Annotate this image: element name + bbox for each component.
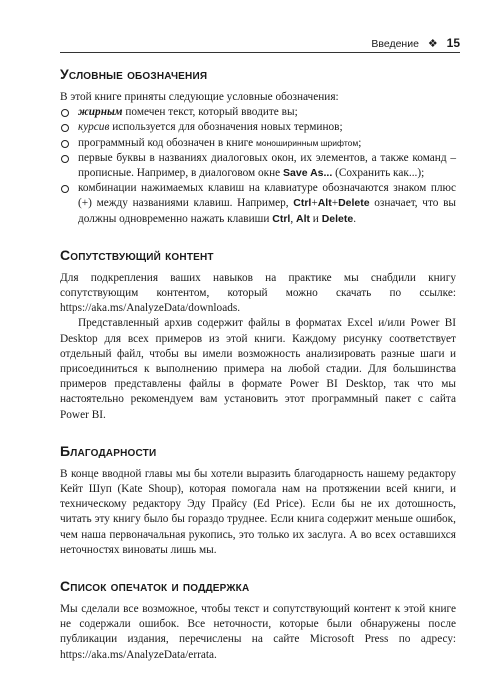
bullet-icon: [61, 124, 69, 132]
running-header: [60, 36, 460, 53]
list-item-text: ;: [358, 136, 362, 149]
list-item-text: ,: [290, 212, 296, 225]
errata-paragraph: Мы сделали все возможное, чтобы текст и сопутствующий контент к этой книге не содержали ошибок. Все неточности, которые были обнаружены после публикации издания, перечислены на сайте Microsoft Press по адресу: https://aka.ms/AnalyzeData/errata.: [60, 603, 456, 661]
diamond-icon: ❖: [427, 38, 438, 50]
section-name: Введение: [371, 38, 419, 50]
list-item-text: помечен текст, который вводите вы;: [122, 106, 298, 119]
bold-example: жирным: [78, 106, 123, 119]
list-item-text: используется для обозначения новых терминов;: [109, 121, 343, 134]
list-item: [60, 136, 456, 151]
thanks-section: [60, 443, 456, 558]
list-item-text: первые буквы в названиях диалоговых окон, их элементов, а также команд – прописные. Например, в диалоговом окне: [78, 151, 456, 180]
list-item-text: (Сохранить как...);: [332, 167, 425, 180]
list-item: [60, 105, 456, 120]
key-alt: Alt: [317, 197, 332, 210]
key-plus: +: [331, 197, 339, 210]
page-content: [60, 66, 456, 663]
key-alt: Alt: [295, 212, 310, 225]
companion-heading: Сопутствующий контент: [60, 246, 214, 263]
key-delete: Delete: [338, 197, 370, 210]
companion-section: [60, 247, 456, 423]
list-item: [60, 120, 456, 135]
conventions-intro: В этой книге приняты следующие условные обозначения:: [60, 91, 339, 103]
key-plus: +: [311, 197, 318, 210]
list-item-text: .: [353, 212, 357, 225]
list-item-text: комбинации нажимаемых клавиш на клавиатуре обозначаются знаком плюс (+) между названиями клавиш. Например,: [78, 182, 456, 210]
errata-heading: Список опечаток и поддержка: [60, 578, 250, 595]
key-ctrl: Ctrl: [272, 212, 291, 225]
conventions-list: [60, 105, 456, 227]
list-item: [60, 181, 456, 227]
conventions-heading: Условные обозначения: [60, 66, 208, 82]
list-item-text: означает, что вы должны одновременно нажать клавиши: [78, 197, 456, 225]
italic-example: курсив: [78, 121, 110, 134]
monospace-example: моноширинным шрифтом: [256, 137, 359, 148]
bullet-icon: [61, 185, 69, 193]
bullet-icon: [61, 109, 69, 117]
key-ctrl: Ctrl: [293, 197, 312, 210]
companion-paragraph-1: Для подкрепления ваших навыков на практике мы снабдили книгу сопутствующим контентом, который можно скачать по ссылке: https://aka.ms/AnalyzeData/downloads.: [60, 271, 456, 315]
bullet-icon: [61, 155, 69, 163]
thanks-paragraph: В конце вводной главы мы бы хотели выразить благодарность нашему редактору Кейт Шуп (Kate Shoup), которая помогала нам на протяжении всей книги, и техническому редактору Эду Прайсу (Ed Price). Если бы не их дотошность, читать эту книгу было бы гораздо труднее. Если книга содержит меньше ошибок, чем наша первоначальная рукопись, это только их заслуга. А во всех оставшихся неточностях виноваты лишь мы.: [60, 467, 456, 556]
dialog-name-example: Save As...: [283, 167, 333, 180]
errata-section: [60, 578, 456, 663]
page-number: 15: [446, 36, 460, 50]
list-item: [60, 151, 456, 181]
key-delete: Delete: [321, 212, 354, 225]
thanks-heading: Благодарности: [60, 442, 157, 459]
list-item-text: программный код обозначен в книге: [78, 136, 256, 149]
companion-paragraph-2: Представленный архив содержит файлы в форматах Excel и/или Power BI Desktop для всех примеров из этой книги. Каждому рисунку соответствует отдельный файл, чтобы вы имели возможность анализировать разные шаги и присоединиться к выполнению примера на любой стадии. Для большинства примеров представлены файлы в формате Power BI Desktop, так что мы настоятельно рекомендуем вам установить этот программный пакет с сайта Power BI.: [60, 317, 456, 421]
list-item-text: и: [309, 212, 322, 225]
bullet-icon: [61, 140, 69, 148]
